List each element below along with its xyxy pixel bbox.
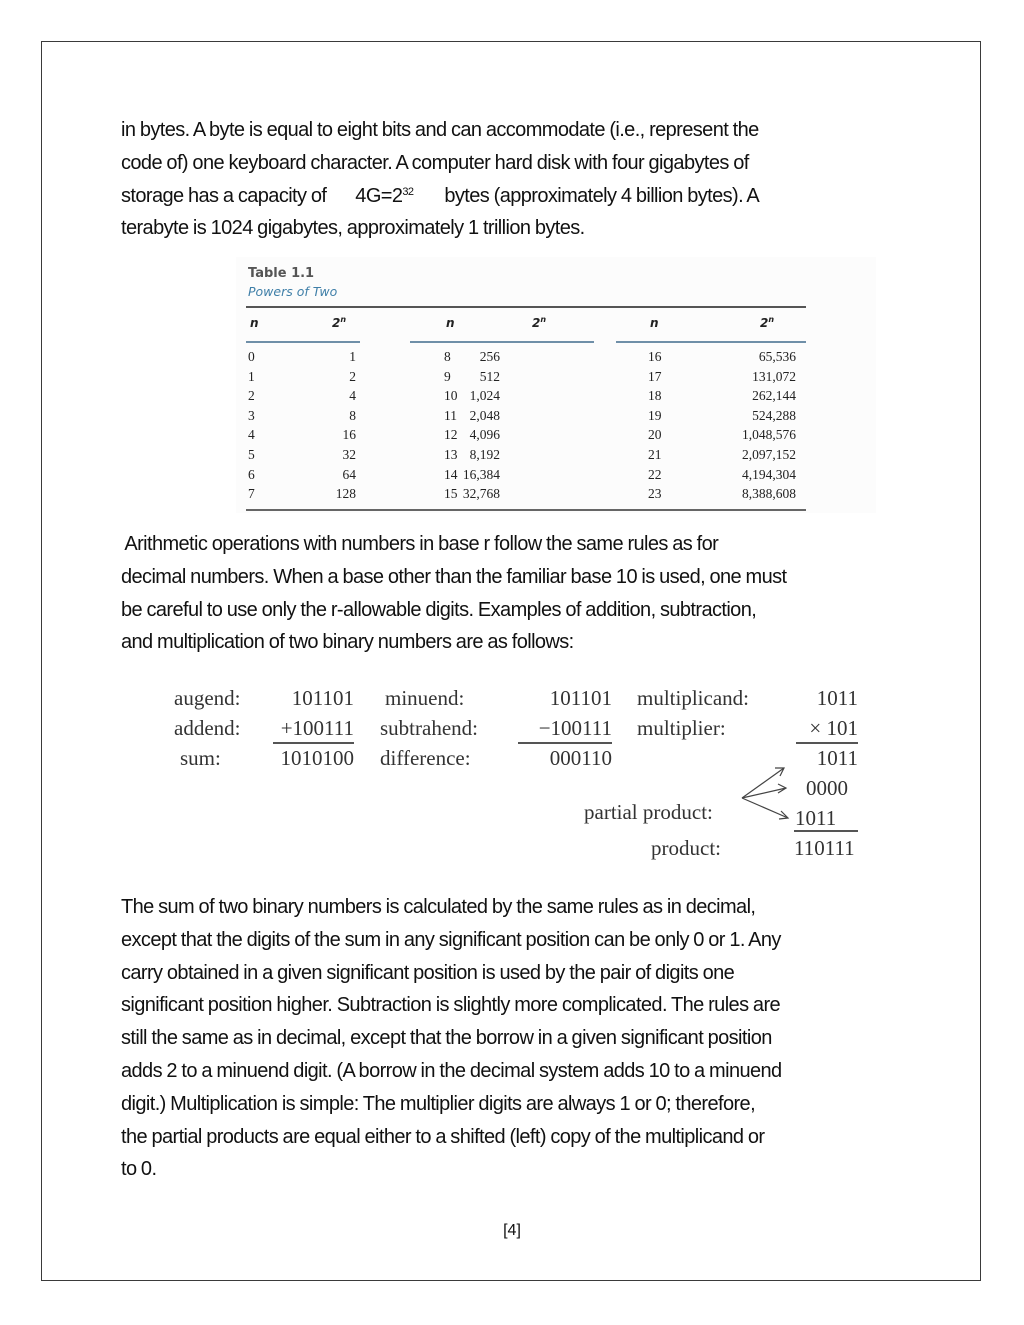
table-cell-power: 131,072 [752,368,796,384]
column-header-n: n [250,316,259,330]
text-line: significant position higher. Subtraction is slightly more complicated. The rules are [121,994,781,1017]
table-cell-power: 8 [349,407,356,423]
partial-product-arrows-icon [740,762,800,824]
table-cell-n: 17 [648,368,662,384]
difference-label: difference: [380,746,471,770]
sum-value: 1010100 [280,746,354,770]
formula [355,185,413,207]
table-cell-n: 21 [648,447,662,462]
partial-product-3: 1011 [795,806,837,830]
product-rule [794,830,858,832]
table-cell-n: 4 [248,427,255,443]
table-cell-power: 524,288 [752,407,796,423]
product-label: product: [651,836,721,860]
text-line [121,180,901,213]
table-cell-power: 32,768 [462,486,500,502]
intro-paragraph [121,114,901,245]
page-number: [4] [503,1222,521,1239]
text-line: in bytes. A byte is equal to eight bits and can accommodate (i.e., represent the [121,119,759,141]
formula-base: 4G=2 [355,184,403,207]
multiplicand-label: multiplicand: [637,686,749,710]
column-header-exponent: n [540,315,547,324]
table-cell-n: 20 [648,427,662,443]
text-line: decimal numbers. When a base other than the familiar base 10 is used, one must [121,565,787,588]
multiplier-value: × 101 [809,716,858,740]
text-line: Arithmetic operations with numbers in base r follow the same rules as for [121,533,719,555]
table-cell-power: 32 [342,447,356,462]
table-cell-power: 1,048,576 [742,427,796,443]
table-cell-power: 16,384 [462,466,500,482]
text-line: carry obtained in a given significant position is used by the pair of digits one [121,961,735,984]
table-cell-power: 64 [342,466,356,482]
table-cell-n: 0 [248,349,255,364]
sum-rules-paragraph [121,891,901,1186]
table-cell-n: 2 [248,388,255,404]
table-cell-n: 18 [648,388,662,404]
table-cell-n: 16 [648,349,662,364]
subtrahend-value: −100111 [538,716,612,740]
addition-rule [273,742,354,744]
column-header-exponent: n [340,315,347,324]
text-fragment: bytes (approximately 4 billion bytes). A [444,184,760,207]
augend-label: augend: [174,686,241,710]
column-header-n: n [446,316,455,330]
minuend-value: 101101 [549,686,612,710]
table-cell-n: 22 [648,466,662,482]
table-cell-power: 8,192 [469,447,500,462]
text-line: The sum of two binary numbers is calculated by the same rules as in decimal, [121,896,756,918]
table-cell-power: 1,024 [469,388,500,404]
text-line: be careful to use only the r-allowable digits. Examples of addition, subtraction, [121,598,757,621]
table-cell-n: 14 [444,466,458,482]
table-cell-power: 256 [479,349,500,364]
powers-of-two-table [236,257,876,513]
table-cell-n: 19 [648,407,662,423]
table-cell-n: 13 [444,447,458,462]
table-cell-n: 15 [444,486,458,502]
table-cell-power: 2,097,152 [742,447,796,462]
table-cell-n: 8 [444,349,451,364]
table-cell-power: 128 [335,486,356,502]
column-header-rule [246,341,360,343]
subtraction-rule [518,742,612,744]
table-cell-n: 9 [444,368,451,384]
column-header-rule [616,341,806,343]
multiplication-rule [796,742,858,744]
multiplicand-value: 1011 [816,686,858,710]
column-header-power: 2$^n$ [760,315,775,330]
column-header-n: n [650,316,659,330]
table-cell-n: 5 [248,447,255,462]
table-cell-n: 7 [248,486,255,502]
table-title: Table 1.1 [248,266,315,281]
addend-label: addend: [174,716,241,740]
difference-value: 000110 [549,746,612,770]
table-cell-n: 1 [248,368,255,384]
text-line: still the same as in decimal, except that the borrow in a given significant position [121,1027,772,1050]
table-bottom-rule [246,509,806,511]
table-cell-n: 3 [248,407,255,423]
text-line: the partial products are equal either to a shifted (left) copy of the multiplicand or [121,1125,765,1148]
partial-product-2: 0000 [806,776,848,800]
text-line: and multiplication of two binary numbers are as follows: [121,631,574,654]
table-cell-power: 2 [349,368,356,384]
column-header-power: 2$^n$ [532,315,547,330]
augend-value: 101101 [291,686,354,710]
table-cell-n: 12 [444,427,458,443]
text-line: to 0. [121,1158,157,1181]
column-header-exponent: n [768,315,775,324]
table-cell-n: 23 [648,486,662,502]
formula-exponent: 32 [402,185,414,198]
text-fragment: storage has a capacity of [121,184,327,207]
text-line: adds 2 to a minuend digit. (A borrow in the decimal system adds 10 to a minuend [121,1059,782,1082]
table-cell-power: 8,388,608 [742,486,796,502]
product-value: 110111 [794,836,855,860]
table-top-rule [246,306,806,308]
sum-label: sum: [180,746,221,770]
table-cell-n: 11 [444,407,457,423]
column-header-rule [410,341,594,343]
table-cell-power: 4,096 [469,427,500,443]
text-line: code of) one keyboard character. A computer hard disk with four gigabytes of [121,151,749,174]
table-cell-power: 512 [479,368,500,384]
multiplier-label: multiplier: [637,716,726,740]
table-cell-power: 262,144 [752,388,796,404]
minuend-label: minuend: [385,686,465,710]
text-line: digit.) Multiplication is simple: The multiplier digits are always 1 or 0; therefore, [121,1092,756,1115]
table-cell-n: 6 [248,466,255,482]
subtrahend-label: subtrahend: [380,716,478,740]
text-line: terabyte is 1024 gigabytes, approximately 1 trillion bytes. [121,217,585,240]
addend-value: +100111 [280,716,354,740]
table-cell-power: 4,194,304 [742,466,796,482]
column-header-power: 2$^n$ [332,315,347,330]
text-line: except that the digits of the sum in any significant position can be only 0 or 1. Any [121,928,781,951]
table-cell-power: 65,536 [758,349,796,364]
table-cell-power: 16 [342,427,356,443]
table-cell-power: 1 [349,349,356,364]
partial-product-label: partial product: [584,800,713,824]
table-cell-power: 4 [349,388,356,404]
arithmetic-paragraph [121,528,901,659]
table-cell-n: 10 [444,388,458,404]
table-cell-power: 2,048 [469,407,500,423]
partial-product-1: 1011 [816,746,858,770]
table-subtitle: Powers of Two [248,284,338,299]
